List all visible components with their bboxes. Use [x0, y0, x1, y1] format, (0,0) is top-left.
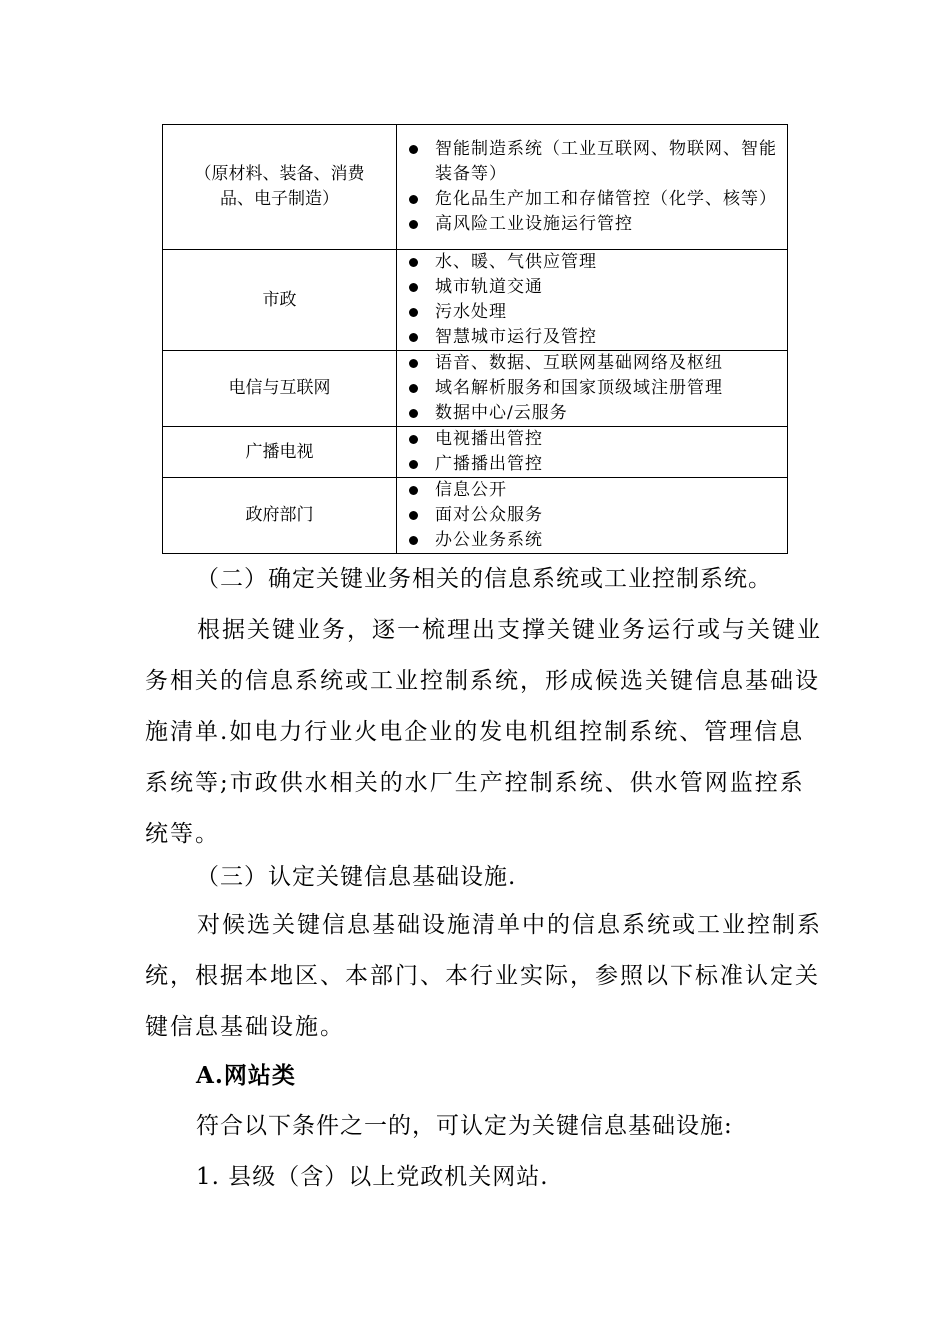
- list-item-text: 城市轨道交通: [435, 277, 543, 297]
- list-item-text: 高风险工业设施运行管控: [435, 214, 633, 234]
- list-item-text: 域名解析服务和国家顶级域注册管理: [435, 378, 723, 398]
- table-row: [163, 427, 788, 478]
- list-item-text: 危化品生产加工和存储管控（化学、核等）: [435, 189, 777, 209]
- list-item: [405, 503, 777, 528]
- list-item: [405, 351, 777, 376]
- bullet-icon: [409, 258, 418, 267]
- subsection-a-item-1: 1. 县级（含）以上党政机关网站.: [196, 1164, 549, 1190]
- list-item-text: 水、暖、气供应管理: [435, 252, 597, 272]
- bullet-icon: [409, 460, 418, 469]
- sector-cell: 市政: [163, 250, 397, 351]
- sector-cell: 政府部门: [163, 478, 397, 554]
- item-list: [405, 427, 777, 477]
- sector-cell: 广播电视: [163, 427, 397, 478]
- list-item-text: 广播播出管控: [435, 454, 543, 474]
- table-row: [163, 125, 788, 250]
- items-cell: [397, 478, 788, 554]
- section-2-heading: （二）确定关键业务相关的信息系统或工业控制系统。: [196, 566, 772, 592]
- item-list: [405, 250, 777, 350]
- sector-cell: （原材料、装备、消费品、电子制造）: [163, 125, 397, 250]
- list-item-text: 信息公开: [435, 480, 507, 500]
- bullet-icon: [409, 486, 418, 495]
- table-row: [163, 478, 788, 554]
- list-item: [405, 212, 777, 237]
- list-item-text: 数据中心/云服务: [435, 403, 568, 423]
- bullet-icon: [409, 359, 418, 368]
- table-row: [163, 250, 788, 351]
- list-item: [405, 478, 777, 503]
- list-item: [405, 137, 777, 187]
- list-item: [405, 275, 777, 300]
- list-item: [405, 401, 777, 426]
- bullet-icon: [409, 536, 418, 545]
- table-row: [163, 351, 788, 427]
- list-item-text: 语音、数据、互联网基础网络及枢纽: [435, 353, 723, 373]
- item-list: [405, 478, 777, 553]
- item-list: [405, 351, 777, 426]
- bullet-icon: [409, 511, 418, 520]
- list-item-text: 智慧城市运行及管控: [435, 327, 597, 347]
- infrastructure-table: [162, 124, 788, 554]
- item-list: [405, 137, 777, 237]
- subsection-a-heading: A.网站类: [196, 1062, 296, 1089]
- list-item: [405, 187, 777, 212]
- list-item-text: 电视播出管控: [435, 429, 543, 449]
- bullet-icon: [409, 220, 418, 229]
- list-item-text: 污水处理: [435, 302, 507, 322]
- section-2-body: 根据关键业务，逐一梳理出支撑关键业务运行或与关键业务相关的信息系统或工业控制系统，形成候选关键信息基础设施清单.如电力行业火电企业的发电机组控制系统、管理信息系统等;市政供水相关的水厂生产控制系统、供水管网监控系统等。: [145, 617, 822, 847]
- bullet-icon: [409, 145, 418, 154]
- list-item: [405, 376, 777, 401]
- bullet-icon: [409, 195, 418, 204]
- items-cell: [397, 427, 788, 478]
- list-item-text: 智能制造系统（工业互联网、物联网、智能装备等）: [435, 139, 777, 184]
- sector-cell: 电信与互联网: [163, 351, 397, 427]
- bullet-icon: [409, 308, 418, 317]
- list-item-text: 办公业务系统: [435, 530, 543, 550]
- list-item: [405, 250, 777, 275]
- list-item: [405, 300, 777, 325]
- list-item: [405, 325, 777, 350]
- list-item-text: 面对公众服务: [435, 505, 543, 525]
- section-3-body: 对候选关键信息基础设施清单中的信息系统或工业控制系统，根据本地区、本部门、本行业实际，参照以下标准认定关键信息基础设施。: [145, 912, 822, 1040]
- list-item: [405, 452, 777, 477]
- items-cell: [397, 351, 788, 427]
- items-cell: [397, 250, 788, 351]
- list-item: [405, 427, 777, 452]
- subsection-a-intro: 符合以下条件之一的，可认定为关键信息基础设施:: [196, 1113, 733, 1139]
- bullet-icon: [409, 409, 418, 418]
- items-cell: [397, 125, 788, 250]
- bullet-icon: [409, 384, 418, 393]
- bullet-icon: [409, 435, 418, 444]
- bullet-icon: [409, 283, 418, 292]
- bullet-icon: [409, 333, 418, 342]
- section-3-heading: （三）认定关键信息基础设施.: [196, 864, 517, 890]
- list-item: [405, 528, 777, 553]
